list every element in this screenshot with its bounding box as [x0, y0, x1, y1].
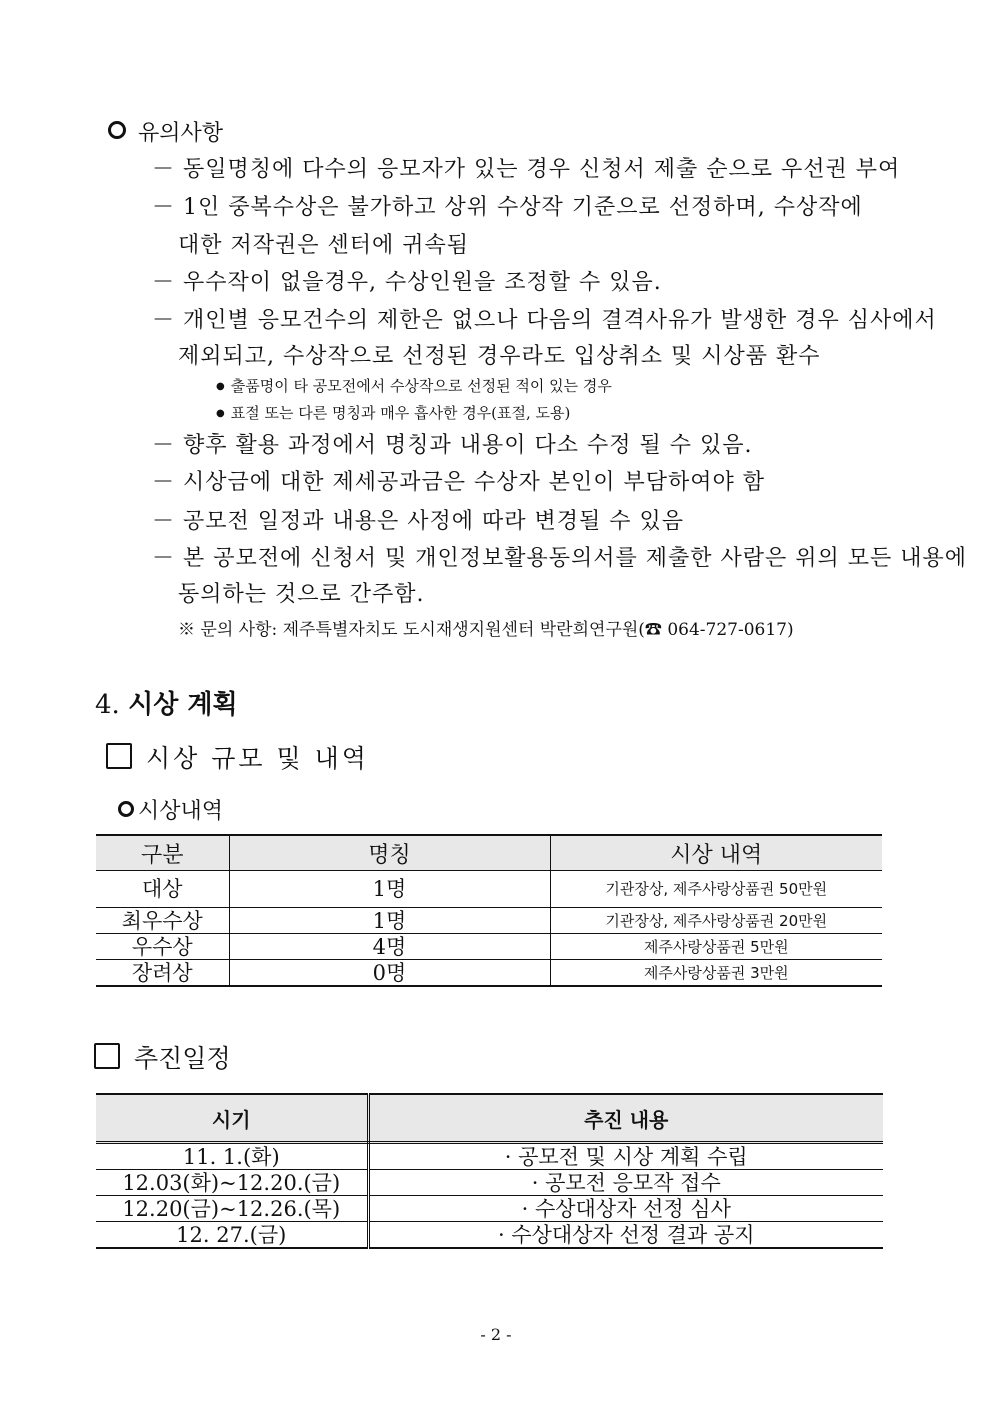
- schedule-task: · 공모전 및 시상 계획 수립: [368, 1143, 883, 1170]
- award-detail: 기관장상, 제주사랑상품권 50만원: [550, 871, 882, 908]
- table-header-row: [96, 835, 882, 871]
- table-row: [96, 1143, 883, 1170]
- award-detail: 기관장상, 제주사랑상품권 20만원: [550, 908, 882, 934]
- notice-item: － 본 공모전에 신청서 및 개인정보활용동의서를 제출한 사람은 위의 모든 내용에: [152, 546, 967, 571]
- award-detail: 제주사랑상품권 5만원: [550, 934, 882, 960]
- table-row: [96, 908, 882, 934]
- contact-info: ※ 문의 사항: 제주특별자치도 도시재생지원센터 박란희연구원(☎ 064-727-0617): [178, 620, 794, 640]
- award-category: 대상: [96, 871, 229, 908]
- notice-item: － 향후 활용 과정에서 명칭과 내용이 다소 수정 될 수 있음.: [152, 433, 753, 458]
- notice-item: － 동일명칭에 다수의 응모자가 있는 경우 신청서 제출 순으로 우선권 부여: [152, 157, 901, 182]
- notice-item-continued: 제외되고, 수상작으로 선정된 경우라도 입상취소 및 시상품 환수: [178, 344, 821, 369]
- column-header: 시상 내역: [550, 835, 882, 871]
- column-header: 구분: [96, 835, 229, 871]
- award-category: 최우수상: [96, 908, 229, 934]
- notice-heading: 유의사항: [108, 116, 223, 147]
- schedule-table: [96, 1093, 883, 1249]
- schedule-task: · 수상대상자 선정 결과 공지: [368, 1222, 883, 1249]
- subsection-awards-heading: 시상 규모 및 내역: [106, 739, 369, 775]
- table-row: [96, 1196, 883, 1222]
- checkbox-square-icon: [94, 1043, 120, 1069]
- table-row: [96, 934, 882, 960]
- schedule-date: 12.03(화)~12.20.(금): [96, 1170, 368, 1196]
- schedule-date: 12. 27.(금): [96, 1222, 368, 1249]
- table-row: [96, 1222, 883, 1249]
- schedule-date: 12.20(금)~12.26.(목): [96, 1196, 368, 1222]
- hollow-circle-icon: [118, 801, 134, 817]
- notice-item: － 1인 중복수상은 불가하고 상위 수상작 기준으로 선정하며, 수상작에: [152, 195, 863, 220]
- award-count: 1명: [229, 908, 550, 934]
- column-header: 시기: [96, 1094, 368, 1143]
- award-count: 1명: [229, 871, 550, 908]
- section-heading: 4. 시상 계획: [95, 690, 238, 720]
- schedule-date: 11. 1.(화): [96, 1143, 368, 1170]
- awards-table: [96, 834, 882, 987]
- award-detail: 제주사랑상품권 3만원: [550, 960, 882, 987]
- table-row: [96, 871, 882, 908]
- hollow-circle-icon: [108, 121, 126, 139]
- disqualification-bullet: ● 표절 또는 다른 명칭과 매우 흡사한 경우(표절, 도용): [216, 402, 570, 423]
- notice-item-continued: 대한 저작권은 센터에 귀속됨: [178, 233, 470, 258]
- awards-label: 시상내역: [118, 794, 223, 825]
- award-count: 4명: [229, 934, 550, 960]
- award-category: 장려상: [96, 960, 229, 987]
- page-number: - 2 -: [480, 1325, 512, 1344]
- schedule-task: · 수상대상자 선정 심사: [368, 1196, 883, 1222]
- notice-item-continued: 동의하는 것으로 간주함.: [178, 582, 425, 607]
- subsection-schedule-heading: 추진일정: [94, 1039, 231, 1075]
- checkbox-square-icon: [106, 743, 132, 769]
- notice-item: － 공모전 일정과 내용은 사정에 따라 변경될 수 있음: [152, 509, 684, 534]
- notice-item: － 개인별 응모건수의 제한은 없으나 다음의 결격사유가 발생한 경우 심사에서: [152, 308, 937, 333]
- disqualification-bullet: ● 출품명이 타 공모전에서 수상작으로 선정된 적이 있는 경우: [216, 375, 612, 396]
- table-header-row: [96, 1094, 883, 1143]
- table-row: [96, 1170, 883, 1196]
- schedule-task: · 공모전 응모작 접수: [368, 1170, 883, 1196]
- column-header: 명칭: [229, 835, 550, 871]
- award-category: 우수상: [96, 934, 229, 960]
- notice-item: － 우수작이 없을경우, 수상인원을 조정할 수 있음.: [152, 270, 662, 295]
- table-row: [96, 960, 882, 987]
- award-count: 0명: [229, 960, 550, 987]
- notice-item: － 시상금에 대한 제세공과금은 수상자 본인이 부담하여야 함: [152, 470, 766, 495]
- column-header: 추진 내용: [368, 1094, 883, 1143]
